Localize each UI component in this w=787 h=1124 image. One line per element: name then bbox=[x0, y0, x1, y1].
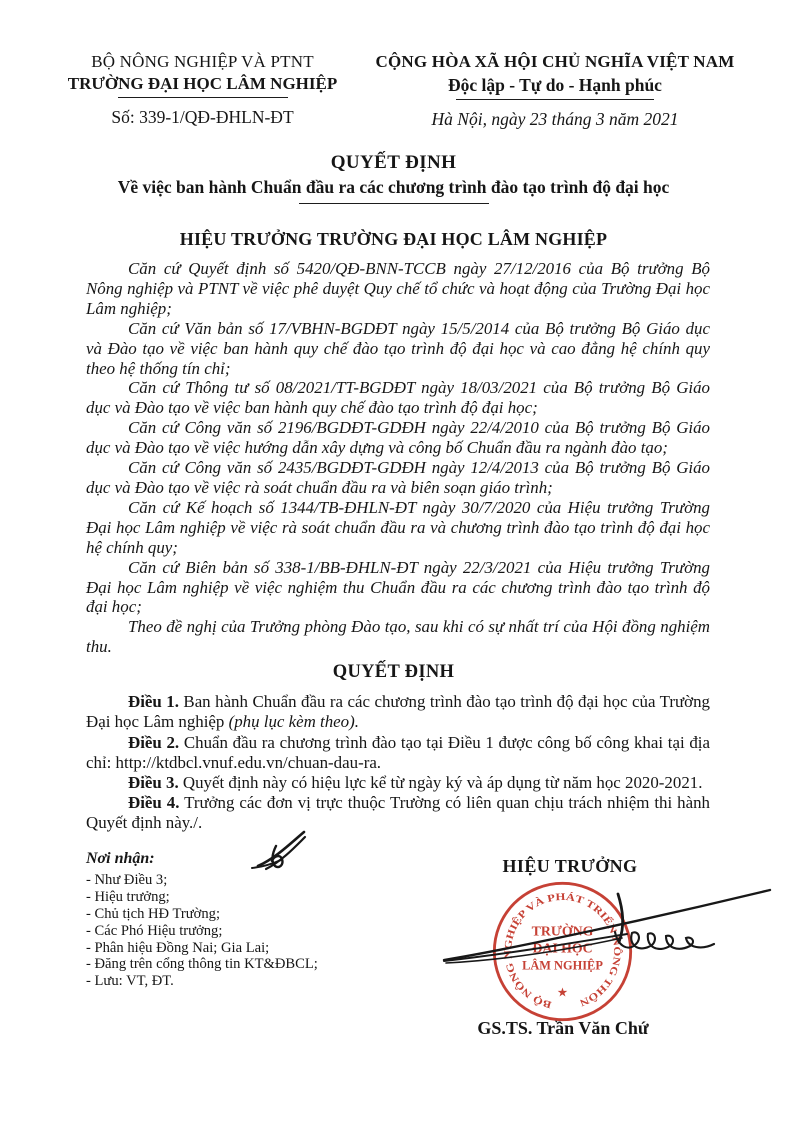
article-label: Điều 3. bbox=[128, 772, 179, 792]
university-name: TRƯỜNG ĐẠI HỌC LÂM NGHIỆP bbox=[67, 74, 338, 93]
document-header bbox=[0, 0, 787, 130]
org-name-underline bbox=[118, 97, 288, 98]
recipients-list bbox=[86, 872, 318, 990]
recital-paragraph: Căn cứ Công văn số 2435/BGDĐT-GDĐH ngày 12/4/2013 của Bộ trưởng Bộ Giáo dục và Đào tạo về việc rà soát chuẩn đầu ra và biên soạn giáo trình; bbox=[86, 458, 710, 497]
article-paragraph bbox=[86, 692, 710, 732]
recipient-item: - Hiệu trưởng; bbox=[86, 888, 170, 905]
recipient-item: - Lưu: VT, ĐT. bbox=[86, 973, 174, 990]
issuing-org-block bbox=[0, 52, 365, 130]
signer-name: GS.TS. Trần Văn Chứ bbox=[477, 1018, 649, 1038]
article-text: Chuẩn đầu ra chương trình đào tạo tại Điều 1 được công bố công khai tại địa chỉ: http://ktdbcl.vnuf.edu.vn/chuan-dau-ra. bbox=[86, 732, 710, 772]
article-label: Điều 4. bbox=[128, 793, 180, 813]
recipient-item: - Đăng trên cổng thông tin KT&ĐBCL; bbox=[86, 956, 318, 973]
issuer-heading: HIỆU TRƯỞNG TRƯỜNG ĐẠI HỌC LÂM NGHIỆP bbox=[179, 229, 608, 249]
recipient-item: - Các Phó Hiệu trưởng; bbox=[86, 922, 223, 939]
article-paragraph bbox=[86, 733, 710, 773]
decision-heading: QUYẾT ĐỊNH bbox=[332, 662, 455, 683]
article-label: Điều 2. bbox=[128, 732, 180, 752]
document-number: Số: 339-1/QĐ-ĐHLN-ĐT bbox=[111, 107, 294, 127]
subject-underline bbox=[299, 203, 489, 204]
article-italic-note: (phụ lục kèm theo). bbox=[228, 712, 359, 732]
recital-paragraph: Căn cứ Công văn số 2196/BGDĐT-GDĐH ngày 22/4/2010 của Bộ trưởng Bộ Giáo dục và Đào tạo về việc hướng dẫn xây dựng và công bố Chuẩn đầu ra ngành đào tạo; bbox=[86, 418, 710, 458]
recital-paragraph: Căn cứ Thông tư số 08/2021/TT-BGDĐT ngày 18/03/2021 của Bộ trưởng Bộ Giáo dục và Đào tạo về việc ban hành quy chế đào tạo trình độ đại học; bbox=[86, 378, 710, 418]
document-subject: Về việc ban hành Chuẩn đầu ra các chương trình đào tạo trình độ đại học bbox=[117, 177, 670, 197]
seal-ring-text: BỘ NÔNG NGHIỆP VÀ PHÁT TRIỂN NÔNG THÔN bbox=[502, 891, 623, 1010]
seal-star-icon: ★ bbox=[556, 985, 569, 1000]
seal-center-line-1: TRƯỜNG bbox=[531, 923, 594, 939]
recital-paragraph: Căn cứ Biên bản số 338-1/BB-ĐHLN-ĐT ngày 22/3/2021 của Hiệu trưởng Trường Đại học Lâm nghiệp về việc nghiệm thu Chuẩn đầu ra các chương trình đào tạo trình độ đại học; bbox=[86, 557, 710, 617]
recital-paragraph: Căn cứ Quyết định số 5420/QĐ-BNN-TCCB ngày 27/12/2016 của Bộ trưởng Bộ Nông nghiệp và PTNT về việc phê duyệt Quy chế tổ chức và hoạt động của Trường Đại học Lâm nghiệp; bbox=[86, 259, 710, 318]
parent-ministry-name: BỘ NÔNG NGHIỆP VÀ PTNT bbox=[91, 52, 314, 71]
recipients-block bbox=[86, 851, 318, 990]
handwritten-signature bbox=[422, 868, 782, 998]
motto-underline bbox=[456, 99, 654, 100]
article-label: Điều 1. bbox=[128, 692, 179, 712]
seal-center-line-3: LÂM NGHIỆP bbox=[522, 958, 603, 973]
document-type-heading: QUYẾT ĐỊNH bbox=[330, 152, 457, 173]
recitals-section bbox=[86, 259, 710, 657]
national-title: CỘNG HÒA XÃ HỘI CHỦ NGHĨA VIỆT NAM bbox=[375, 52, 735, 71]
recipient-item: - Phân hiệu Đồng Nai; Gia Lai; bbox=[86, 939, 270, 956]
article-paragraph bbox=[86, 773, 710, 793]
signer-position-title: HIỆU TRƯỞNG bbox=[502, 856, 638, 876]
seal-center-line-2: ĐẠI HỌC bbox=[532, 940, 593, 956]
recipients-label: Nơi nhận: bbox=[86, 850, 155, 867]
articles-section bbox=[86, 692, 710, 833]
article-text: Quyết định này có hiệu lực kể từ ngày ký và áp dụng từ năm học 2020-2021. bbox=[178, 772, 703, 792]
article-text: Ban hành Chuẩn đầu ra các chương trình đào tạo trình độ đại học của Trường Đại học Lâm nghiệp bbox=[86, 692, 710, 732]
recipient-item: - Chủ tịch HĐ Trường; bbox=[86, 905, 221, 922]
recital-paragraph: Theo đề nghị của Trưởng phòng Đào tạo, sau khi có sự nhất trí của Hội đồng nghiệm thu. bbox=[86, 617, 710, 657]
national-header-block bbox=[365, 52, 787, 130]
national-motto: Độc lập - Tự do - Hạnh phúc bbox=[448, 75, 662, 95]
article-paragraph bbox=[86, 793, 710, 833]
recital-paragraph: Căn cứ Kế hoạch số 1344/TB-ĐHLN-ĐT ngày 30/7/2020 của Hiệu trưởng Trường Đại học Lâm nghiệp về việc rà soát chuẩn đầu ra và chương trình đào tạo trình độ đại học hệ chính quy; bbox=[86, 497, 710, 557]
article-text: Trưởng các đơn vị trực thuộc Trường có liên quan chịu trách nhiệm thi hành Quyết định này./. bbox=[86, 793, 710, 833]
place-and-date: Hà Nội, ngày 23 tháng 3 năm 2021 bbox=[431, 109, 679, 129]
title-block bbox=[0, 152, 787, 204]
recital-paragraph: Căn cứ Văn bản số 17/VBHN-BGDĐT ngày 15/5/2014 của Bộ trưởng Bộ Giáo dục và Đào tạo về việc ban hành quy chế đào tạo trình độ đại học và cao đẳng hệ chính quy theo hệ thống tín chỉ; bbox=[86, 318, 710, 378]
recipient-item: - Như Điều 3; bbox=[86, 871, 168, 888]
